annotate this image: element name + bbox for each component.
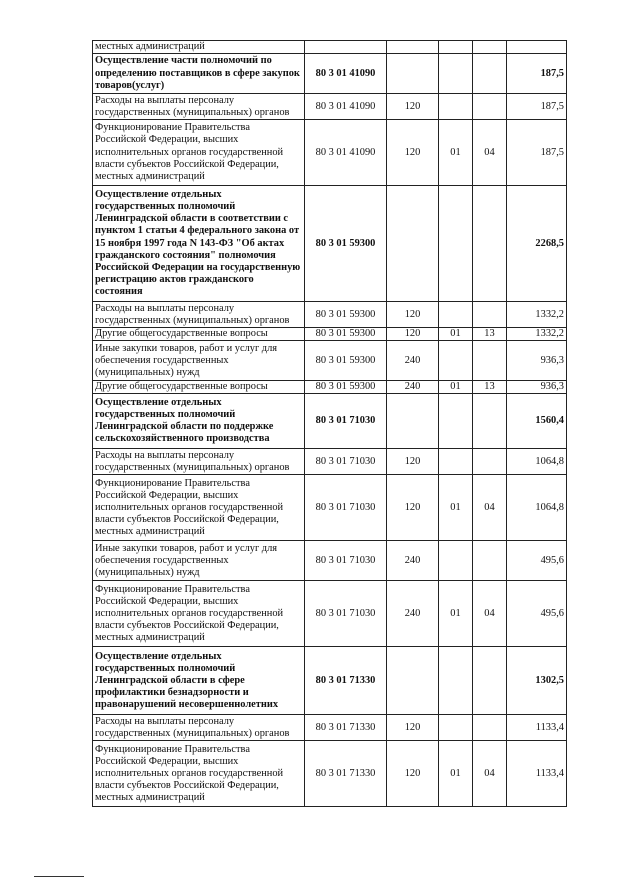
row-subsection: 04 <box>473 120 507 186</box>
row-subsection: 04 <box>473 741 507 807</box>
budget-table <box>92 40 567 807</box>
row-expense-type <box>387 54 439 94</box>
row-section <box>439 54 473 94</box>
row-section <box>439 341 473 381</box>
row-expense-type: 240 <box>387 541 439 581</box>
footnote-separator <box>34 876 84 877</box>
row-target-code: 80 3 01 59300 <box>305 302 387 328</box>
row-subsection <box>473 647 507 715</box>
row-name: Функционирование Правительства Российской Федерации, высших исполнительных органов государственной власти субъектов Российской Федерации, местных администраций <box>93 120 305 186</box>
row-amount: 1133,4 <box>507 741 567 807</box>
row-target-code: 80 3 01 71030 <box>305 475 387 541</box>
row-amount: 187,5 <box>507 54 567 94</box>
row-target-code: 80 3 01 71030 <box>305 449 387 475</box>
row-expense-type <box>387 186 439 302</box>
table-row <box>93 475 567 541</box>
row-section <box>439 449 473 475</box>
row-subsection <box>473 449 507 475</box>
row-section: 01 <box>439 120 473 186</box>
row-section <box>439 394 473 449</box>
row-name: Функционирование Правительства Российской Федерации, высших исполнительных органов государственной власти субъектов Российской Федерации, местных администраций <box>93 475 305 541</box>
row-expense-type: 120 <box>387 94 439 120</box>
row-amount: 1302,5 <box>507 647 567 715</box>
table-row <box>93 120 567 186</box>
row-amount: 1560,4 <box>507 394 567 449</box>
table-row <box>93 741 567 807</box>
table-row-program <box>93 54 567 94</box>
table-row <box>93 341 567 381</box>
row-target-code: 80 3 01 59300 <box>305 328 387 341</box>
row-section <box>439 541 473 581</box>
row-subsection <box>473 186 507 302</box>
row-target-code: 80 3 01 41090 <box>305 54 387 94</box>
row-amount: 1133,4 <box>507 715 567 741</box>
row-name: Осуществление части полномочий по определению поставщиков в сфере закупок товаров(услуг) <box>93 54 305 94</box>
row-amount: 495,6 <box>507 581 567 647</box>
row-subsection <box>473 41 507 54</box>
row-name: Другие общегосударственные вопросы <box>93 328 305 341</box>
row-expense-type <box>387 647 439 715</box>
row-amount <box>507 41 567 54</box>
row-target-code: 80 3 01 41090 <box>305 94 387 120</box>
table-row <box>93 581 567 647</box>
row-section <box>439 302 473 328</box>
row-name: Другие общегосударственные вопросы <box>93 381 305 394</box>
row-amount: 936,3 <box>507 381 567 394</box>
row-amount: 495,6 <box>507 541 567 581</box>
row-name: Расходы на выплаты персоналу государственных (муниципальных) органов <box>93 94 305 120</box>
row-subsection <box>473 302 507 328</box>
row-name: Осуществление отдельных государственных полномочий Ленинградской области по поддержке сельскохозяйственного производства <box>93 394 305 449</box>
row-target-code: 80 3 01 71330 <box>305 741 387 807</box>
row-section: 01 <box>439 328 473 341</box>
row-target-code: 80 3 01 59300 <box>305 186 387 302</box>
table-row <box>93 715 567 741</box>
row-target-code: 80 3 01 71330 <box>305 715 387 741</box>
row-expense-type <box>387 41 439 54</box>
row-section <box>439 715 473 741</box>
row-expense-type: 120 <box>387 741 439 807</box>
table-row <box>93 381 567 394</box>
table-row-program <box>93 186 567 302</box>
row-name: Расходы на выплаты персоналу государственных (муниципальных) органов <box>93 715 305 741</box>
row-target-code <box>305 41 387 54</box>
table-row <box>93 328 567 341</box>
row-name: Иные закупки товаров, работ и услуг для обеспечения государственных (муниципальных) нужд <box>93 341 305 381</box>
row-name: Осуществление отдельных государственных полномочий Ленинградской области в сфере профилактики безнадзорности и правонарушений несовершеннолетних <box>93 647 305 715</box>
row-expense-type: 240 <box>387 341 439 381</box>
row-subsection: 13 <box>473 328 507 341</box>
row-target-code: 80 3 01 71330 <box>305 647 387 715</box>
row-name: Иные закупки товаров, работ и услуг для обеспечения государственных (муниципальных) нужд <box>93 541 305 581</box>
row-name: Функционирование Правительства Российской Федерации, высших исполнительных органов государственной власти субъектов Российской Федерации, местных администраций <box>93 741 305 807</box>
row-name: местных администраций <box>93 41 305 54</box>
row-subsection: 04 <box>473 475 507 541</box>
row-expense-type: 240 <box>387 381 439 394</box>
row-subsection <box>473 541 507 581</box>
row-expense-type: 120 <box>387 715 439 741</box>
row-section: 01 <box>439 581 473 647</box>
row-amount: 1332,2 <box>507 328 567 341</box>
row-section: 01 <box>439 475 473 541</box>
row-expense-type: 120 <box>387 302 439 328</box>
table-row <box>93 302 567 328</box>
row-amount: 1332,2 <box>507 302 567 328</box>
row-subsection <box>473 394 507 449</box>
row-section <box>439 186 473 302</box>
row-amount: 1064,8 <box>507 449 567 475</box>
row-name: Осуществление отдельных государственных полномочий Ленинградской области в соответствии с пунктом 1 статьи 4 федерального закона от 15 ноября 1997 года N 143-ФЗ "Об актах гражданского состояния" полномочия Российской Федерации на государственную регистрацию актов гражданского состояния <box>93 186 305 302</box>
row-target-code: 80 3 01 71030 <box>305 394 387 449</box>
row-expense-type <box>387 394 439 449</box>
row-subsection: 04 <box>473 581 507 647</box>
row-amount: 936,3 <box>507 341 567 381</box>
row-section <box>439 94 473 120</box>
row-section: 01 <box>439 741 473 807</box>
row-expense-type: 120 <box>387 328 439 341</box>
row-section: 01 <box>439 381 473 394</box>
row-target-code: 80 3 01 71030 <box>305 541 387 581</box>
table-row <box>93 94 567 120</box>
row-expense-type: 240 <box>387 581 439 647</box>
table-row-program <box>93 394 567 449</box>
row-target-code: 80 3 01 41090 <box>305 120 387 186</box>
row-name: Расходы на выплаты персоналу государственных (муниципальных) органов <box>93 302 305 328</box>
row-subsection <box>473 94 507 120</box>
table-row <box>93 449 567 475</box>
row-subsection: 13 <box>473 381 507 394</box>
table-body <box>93 41 567 807</box>
row-subsection <box>473 715 507 741</box>
row-target-code: 80 3 01 59300 <box>305 341 387 381</box>
row-target-code: 80 3 01 71030 <box>305 581 387 647</box>
table-row-program <box>93 647 567 715</box>
row-amount: 1064,8 <box>507 475 567 541</box>
row-expense-type: 120 <box>387 475 439 541</box>
row-expense-type: 120 <box>387 120 439 186</box>
row-name: Функционирование Правительства Российской Федерации, высших исполнительных органов государственной власти субъектов Российской Федерации, местных администраций <box>93 581 305 647</box>
row-subsection <box>473 341 507 381</box>
row-subsection <box>473 54 507 94</box>
row-section <box>439 647 473 715</box>
row-target-code: 80 3 01 59300 <box>305 381 387 394</box>
row-amount: 2268,5 <box>507 186 567 302</box>
table-row <box>93 41 567 54</box>
row-section <box>439 41 473 54</box>
row-expense-type: 120 <box>387 449 439 475</box>
row-amount: 187,5 <box>507 94 567 120</box>
row-amount: 187,5 <box>507 120 567 186</box>
row-name: Расходы на выплаты персоналу государственных (муниципальных) органов <box>93 449 305 475</box>
table-row <box>93 541 567 581</box>
